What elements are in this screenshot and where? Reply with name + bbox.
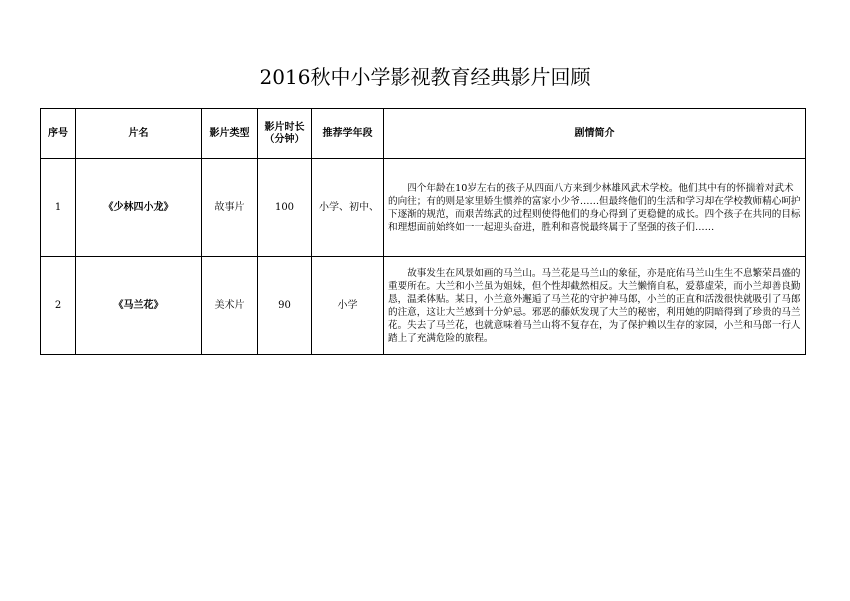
header-type: 影片类型	[202, 109, 258, 159]
page-title: 2016秋中小学影视教育经典影片回顾	[259, 65, 591, 89]
cell-duration: 90	[258, 257, 312, 355]
header-grade: 推荐学年段	[312, 109, 384, 159]
cell-film-type: 故事片	[202, 159, 258, 257]
cell-plot: 四个年龄在10岁左右的孩子从四面八方来到少林雄风武术学校。他们其中有的怀揣着对武术的向往；有的则是家里娇生惯养的富家小少爷……但最终他们的生活和学习却在学校教师精心呵护下逐渐的规范，而艰苦练武的过程则使得他们的身心得到了更稳健的成长。四个孩子在共同的目标和理想面前始终如一一起迎头奋进，胜利和喜悦最终属于了坚强的孩子们……	[384, 159, 806, 257]
cell-grade: 小学	[312, 257, 384, 355]
cell-index: 2	[41, 257, 76, 355]
cell-film-name: 《马兰花》	[76, 257, 202, 355]
cell-grade: 小学、初中、	[312, 159, 384, 257]
table-row	[41, 257, 806, 355]
cell-plot: 故事发生在风景如画的马兰山。马兰花是马兰山的象征，亦是庇佑马兰山生生不息繁荣昌盛的重要所在。大兰和小兰虽为姐妹，但个性却截然相反。大兰懒惰自私，爱慕虚荣，而小兰却善良勤恳，温柔体贴。某日，小兰意外邂逅了马兰花的守护神马郎，小兰的正直和活泼很快就吸引了马郎的注意，这让大兰感到十分妒忌。邪恶的藤妖发现了大兰的秘密，利用她的阴暗得到了珍贵的马兰花。失去了马兰花，也就意味着马兰山将不复存在，为了保护赖以生存的家园，小兰和马郎一行人踏上了充满危险的旅程。	[384, 257, 806, 355]
header-name: 片名	[76, 109, 202, 159]
cell-film-type: 美术片	[202, 257, 258, 355]
cell-duration: 100	[258, 159, 312, 257]
films-table	[40, 108, 806, 355]
table-row	[41, 159, 806, 257]
cell-film-name: 《少林四小龙》	[76, 159, 202, 257]
table-header-row	[41, 109, 806, 159]
header-index: 序号	[41, 109, 76, 159]
cell-index: 1	[41, 159, 76, 257]
header-plot: 剧情简介	[384, 109, 806, 159]
header-duration: 影片时长（分钟）	[258, 109, 312, 159]
